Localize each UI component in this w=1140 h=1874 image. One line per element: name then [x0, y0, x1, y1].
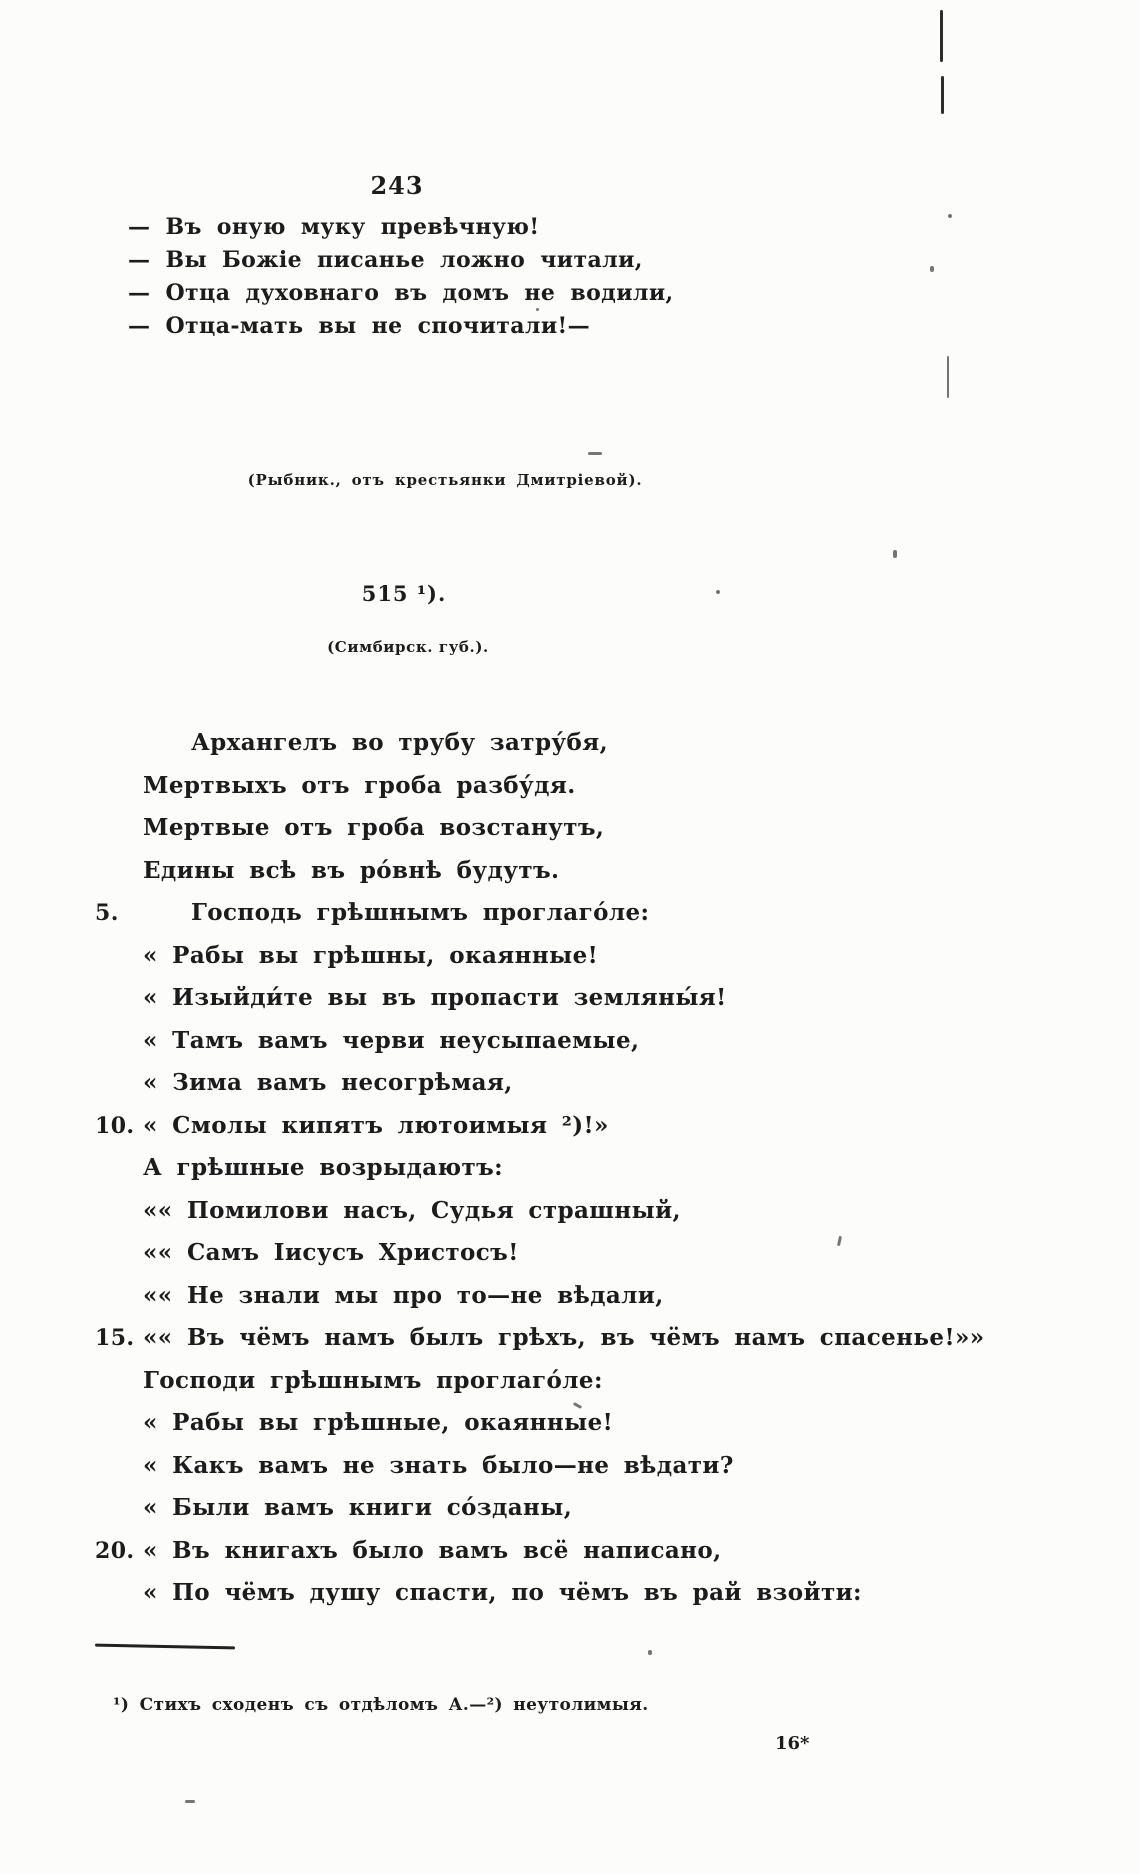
- verse-line: — Отца-мать вы не спочитали!—: [128, 313, 591, 339]
- verse-line: — Въ оную муку превѣчную!: [128, 214, 540, 240]
- poem-line: [95, 807, 995, 850]
- verse-line: Мертвыхъ отъ гроба разбу́дя.: [143, 771, 576, 799]
- poem-line: [95, 1275, 995, 1318]
- footnote-separator: [95, 1644, 235, 1649]
- verse-line: « Въ книгахъ было вамъ всё написано,: [143, 1536, 722, 1564]
- verse-line: Архангелъ во трубу затру́бя,: [191, 729, 609, 756]
- scan-artifact: [930, 266, 934, 272]
- verse-line: «« Помилови насъ, Судья страшный,: [143, 1196, 681, 1224]
- verse-line: « Были вамъ книги со́зданы,: [143, 1494, 573, 1521]
- scan-artifact: [948, 214, 952, 218]
- verse-line: «« Самъ Іисусъ Христосъ!: [143, 1239, 519, 1266]
- line-number: 10.: [95, 1112, 135, 1139]
- poem-line: [95, 1572, 995, 1615]
- scan-artifact: [185, 1800, 195, 1803]
- line-number: 20.: [95, 1537, 135, 1564]
- poem-line: [95, 765, 995, 808]
- previous-song-ending: [128, 211, 674, 343]
- song-number-heading: 515 ¹).: [361, 581, 447, 606]
- footnote: ¹) Стихъ сходенъ съ отдѣломъ А.—²) неутолимыя.: [113, 1695, 649, 1715]
- scan-artifact: [941, 76, 944, 114]
- song-region: (Симбирск. губ.).: [327, 638, 489, 656]
- poem-line: [95, 1530, 995, 1573]
- verse-line: « Зима вамъ несогрѣмая,: [143, 1069, 513, 1096]
- scan-artifact: [588, 452, 602, 455]
- scan-artifact: [648, 1650, 652, 1655]
- poem-line: [95, 1062, 995, 1105]
- verse-line: « Рабы вы грѣшные, окаянные!: [143, 1409, 614, 1436]
- poem-line: [95, 1190, 995, 1233]
- poem-line: [95, 1232, 995, 1275]
- line-number: 15.: [95, 1325, 135, 1351]
- scan-artifact: [940, 10, 943, 62]
- verse-line: « Тамъ вамъ черви неусыпаемые,: [143, 1026, 640, 1054]
- signature-mark: 16*: [775, 1733, 810, 1754]
- poem-line: [95, 935, 995, 978]
- scan-artifact: [947, 356, 949, 398]
- page-number: 243: [370, 171, 424, 200]
- poem-line: [95, 1402, 995, 1445]
- verse-line: « Рабы вы грѣшны, окаянные!: [143, 941, 599, 969]
- verse-line: «« Не знали мы про то—не вѣдали,: [143, 1281, 664, 1309]
- poem-line: [95, 1105, 995, 1148]
- poem-line: [95, 1147, 995, 1190]
- scan-artifact: [536, 308, 539, 311]
- poem: [95, 722, 995, 1615]
- scan-artifact: [893, 550, 897, 558]
- verse-line: «« Въ чёмъ намъ былъ грѣхъ, въ чёмъ намъ спасенье!»»: [143, 1324, 985, 1351]
- line-number: 5.: [95, 900, 119, 926]
- source-attribution: (Рыбник., отъ крестьянки Дмитріевой).: [247, 471, 643, 489]
- verse-line: Мертвые отъ гроба возстанутъ,: [143, 814, 605, 841]
- poem-line: [95, 850, 995, 893]
- poem-line: [95, 892, 995, 935]
- verse-line: « Изыйди́те вы въ пропасти земляны́я!: [143, 984, 727, 1011]
- poem-line: [95, 1020, 995, 1063]
- poem-line: [95, 977, 995, 1020]
- poem-line: [95, 1360, 995, 1403]
- poem-line: [95, 722, 995, 765]
- verse-line: « Смолы кипятъ лютоимыя ²)!»: [143, 1111, 609, 1139]
- poem-line: [95, 1317, 995, 1360]
- verse-line: — Отца духовнаго въ домъ не водили,: [128, 280, 674, 306]
- verse-line: Господи грѣшнымъ проглаго́ле:: [143, 1366, 603, 1394]
- verse-line: « Какъ вамъ не знать было—не вѣдати?: [143, 1451, 734, 1479]
- scan-artifact: [716, 590, 720, 594]
- poem-line: [95, 1487, 995, 1530]
- verse-line: Едины всѣ въ ро́внѣ будутъ.: [143, 856, 560, 884]
- poem-line: [95, 1445, 995, 1488]
- verse-line: А грѣшные возрыдаютъ:: [143, 1154, 504, 1181]
- verse-line: « По чёмъ душу спасти, по чёмъ въ рай взойти:: [143, 1579, 862, 1606]
- verse-line: — Вы Божіе писанье ложно читали,: [128, 247, 643, 273]
- verse-line: Господь грѣшнымъ проглаго́ле:: [191, 899, 650, 926]
